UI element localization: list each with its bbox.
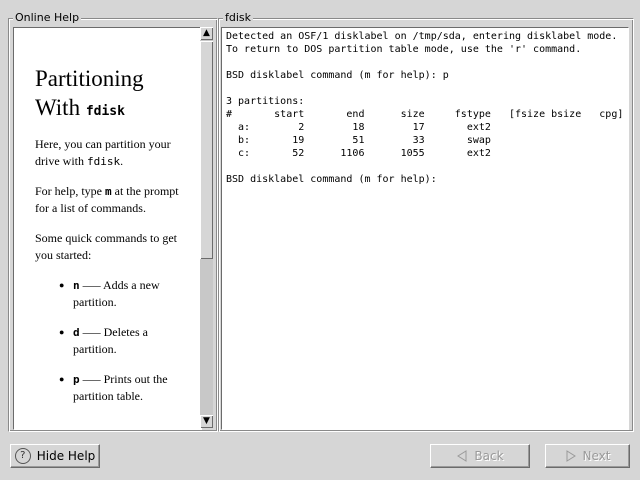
help-help-text-b: at the prompt for a list of commands.	[35, 184, 179, 215]
hide-help-label: Hide Help	[36, 449, 96, 463]
scroll-up-icon[interactable]: ▲	[200, 27, 213, 40]
bullet-icon: ●	[59, 374, 65, 384]
fdisk-panel	[218, 11, 634, 432]
help-intro-command: fdisk	[87, 155, 121, 168]
left-triangle-icon	[456, 450, 468, 462]
list-item	[59, 371, 191, 405]
command-key: n	[73, 279, 80, 292]
command-key: p	[73, 373, 80, 386]
help-paragraph-quick: Some quick commands to get you started:	[35, 231, 177, 262]
help-paragraph-help	[35, 183, 191, 217]
help-intro-text: Here, you can partition your drive with	[35, 137, 171, 168]
back-button[interactable]	[430, 444, 530, 468]
help-help-text-a: For help, type	[35, 184, 102, 198]
command-desc: —– Deletes a partition.	[73, 325, 148, 356]
scrollbar-thumb[interactable]	[200, 41, 213, 259]
back-label: Back	[474, 449, 504, 463]
help-heading	[35, 64, 191, 126]
fdisk-terminal[interactable]	[221, 27, 629, 430]
bullet-icon: ●	[59, 327, 65, 337]
help-heading-text: Partitioning With	[35, 66, 144, 120]
terminal-output[interactable]: Detected an OSF/1 disklabel on /tmp/sda, entering disklabel mode. To return to DOS partition table mode, use the 'r' command. BSD disklabel command (m for help): p 3 partitions: # start end size fstype [fsize bsize cpg] a: 2 18 17 ext2 b: 19 51 33 swap c: 52 1106 1055 ext2 BSD disklabel command (m for help):	[226, 31, 624, 185]
hide-help-button[interactable]	[10, 444, 100, 468]
command-desc: —– Prints out the partition table.	[73, 372, 168, 403]
command-key: d	[73, 326, 80, 339]
fdisk-panel-title: fdisk	[225, 11, 252, 24]
bullet-icon: ●	[59, 280, 65, 290]
list-item	[59, 324, 191, 358]
scroll-down-icon[interactable]: ▼	[200, 415, 213, 428]
list-item	[59, 277, 191, 311]
command-desc: —– Adds a new partition.	[73, 278, 160, 309]
online-help-panel	[8, 11, 218, 432]
help-scrollbar[interactable]	[200, 27, 213, 428]
help-content-view[interactable]	[13, 27, 202, 430]
help-intro-period: .	[120, 154, 124, 168]
next-button[interactable]	[545, 444, 630, 468]
next-label: Next	[582, 449, 611, 463]
help-panel-title: Online Help	[15, 11, 80, 24]
help-heading-command: fdisk	[85, 104, 125, 119]
help-command-list	[35, 277, 191, 405]
question-icon: ?	[15, 448, 31, 464]
help-paragraph-intro	[35, 136, 191, 170]
help-help-key: m	[105, 185, 112, 198]
right-triangle-icon	[565, 450, 577, 462]
